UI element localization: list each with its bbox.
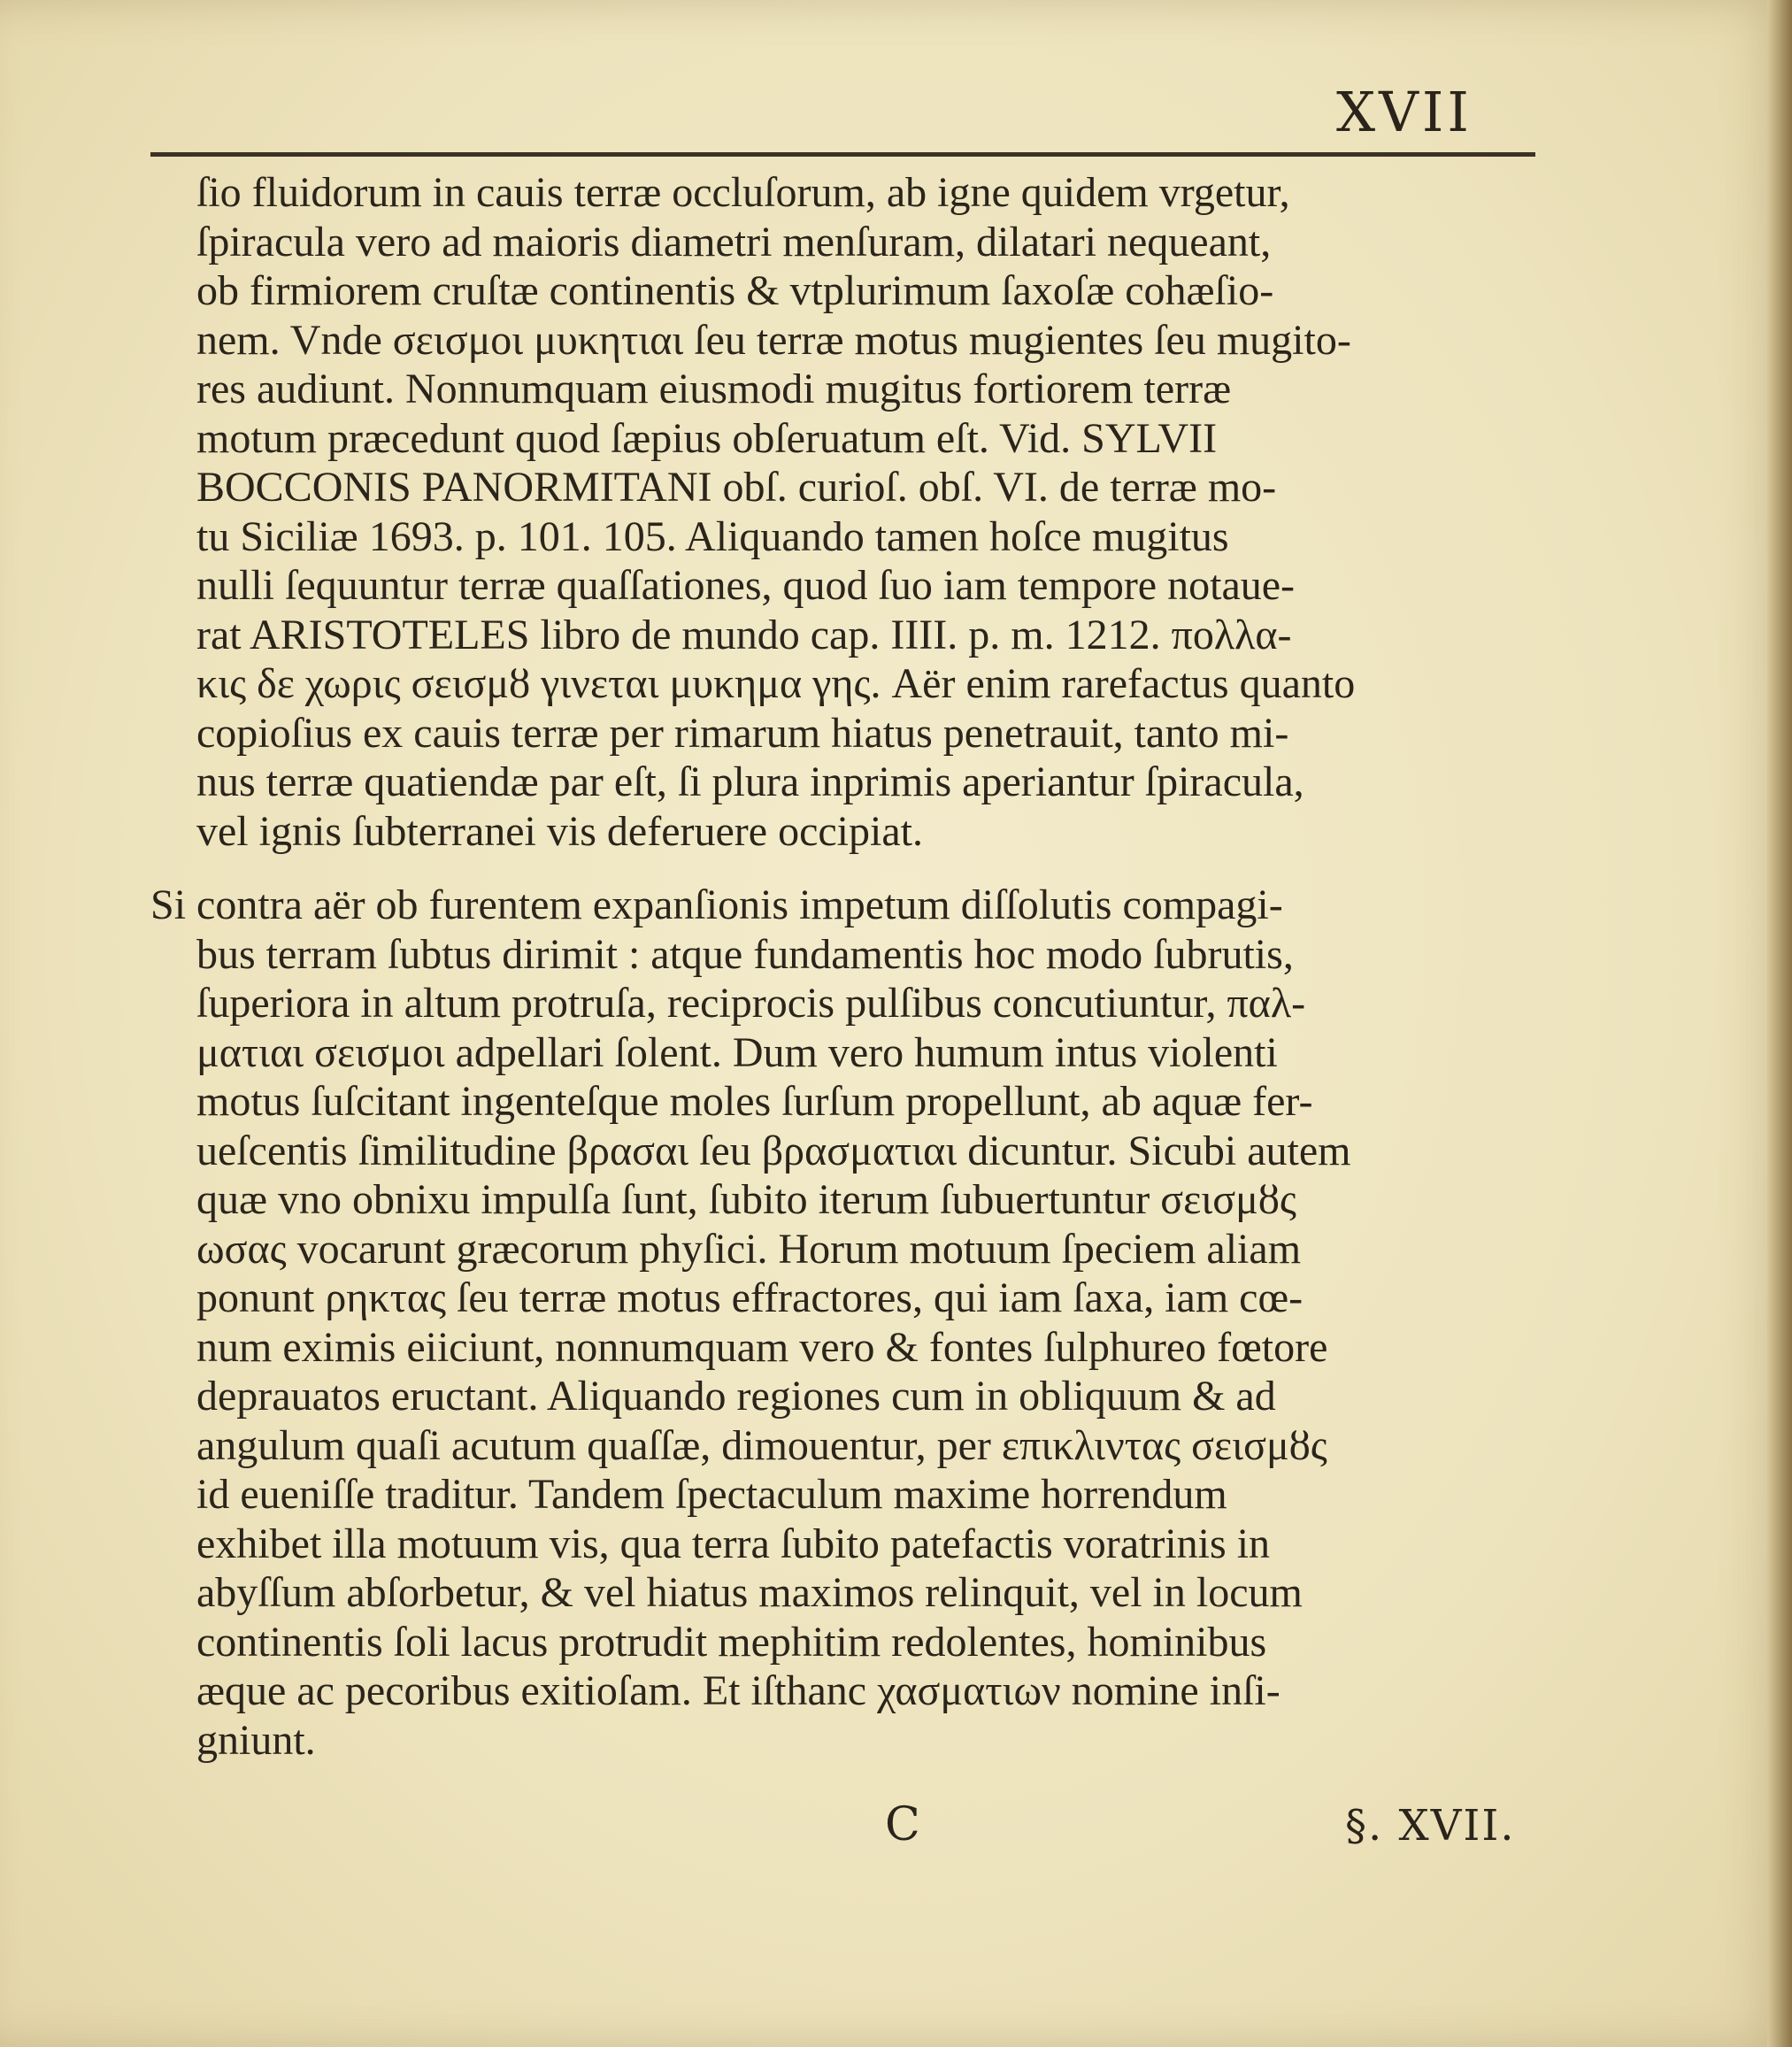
text-line: bus terram ſubtus dirimit : atque fundamentis hoc modo ſubrutis, [196, 930, 1294, 978]
text-line: res audiunt. Nonnumquam eiusmodi mugitus fortiorem terræ [196, 366, 1232, 412]
signature-mark: C [885, 1798, 920, 1851]
text-line: id eueniſſe traditur. Tandem ſpectaculum maxime horrendum [196, 1471, 1227, 1518]
text-line: ob firmiorem cruſtæ continentis & vtplurimum ſaxoſæ cohæſio- [196, 267, 1274, 314]
paragraph-2 [150, 881, 1542, 1765]
paragraph-1 [196, 168, 1542, 856]
text-line: Si contra aër ob furentem expanſionis impetum diſſolutis compagi- [150, 881, 1283, 928]
text-line: nulli ſequuntur terræ quaſſationes, quod ſuo iam tempore notaue- [196, 562, 1296, 609]
text-line: num eximis eiiciunt, nonnumquam vero & fontes ſulphureo fœtore [196, 1323, 1328, 1371]
text-line: vel ignis ſubterranei vis deferuere occipiat. [196, 807, 923, 855]
text-line: gniunt. [196, 1716, 316, 1764]
text-line: motus ſuſcitant ingenteſque moles ſurſum propellunt, ab aquæ fer- [196, 1078, 1313, 1125]
text-line: angulum quaſi acutum quaſſæ, dimouentur, per επικλιντας σεισμȣς [196, 1421, 1327, 1469]
text-line: κις δε χωρις σεισμȣ γινεται μυκημα γης. Aër enim rarefactus quanto [196, 660, 1356, 707]
catchword: §. XVII. [1345, 1801, 1516, 1851]
text-line: æque ac pecoribus exitioſam. Et iſthanc χασματιων nomine inſi- [196, 1667, 1281, 1714]
text-line: rat ARISTOTELES libro de mundo cap. IIII. p. m. 1212. πολλα- [196, 611, 1292, 658]
text-line: ueſcentis ſimilitudine βρασαι ſeu βρασματιαι dicuntur. Sicubi autem [196, 1127, 1351, 1174]
page-edge-shadow [1767, 0, 1792, 2047]
text-line: ſuperiora in altum protruſa, reciprocis pulſibus concutiuntur, παλ- [196, 980, 1306, 1027]
text-line: abyſſum abſorbetur, & vel hiatus maximos relinquit, vel in locum [196, 1569, 1303, 1616]
text-line: ωσας vocarunt græcorum phyſici. Horum motuum ſpeciem aliam [196, 1225, 1302, 1273]
text-line: deprauatos eructant. Aliquando regiones cum in obliquum & ad [196, 1373, 1276, 1420]
text-line: BOCCONIS PANORMITANI obſ. curioſ. obſ. VI. de terræ mo- [196, 464, 1277, 511]
text-line: quæ vno obnixu impulſa ſunt, ſubito iterum ſubuertuntur σεισμȣς [196, 1176, 1296, 1223]
text-line: exhibet illa motuum vis, qua terra ſubito patefactis voratrinis in [196, 1520, 1271, 1567]
text-line: ματιαι σεισμοι adpellari ſolent. Dum vero humum intus violenti [196, 1028, 1278, 1076]
text-line: ſpiracula vero ad maioris diametri menſuram, dilatari nequeant, [196, 218, 1272, 265]
text-line: ſio fluidorum in cauis terræ occluſorum, ab igne quidem vrgetur, [196, 169, 1290, 216]
text-line: tu Siciliæ 1693. p. 101. 105. Aliquando tamen hoſce mugitus [196, 512, 1229, 560]
text-line: continentis ſoli lacus protrudit mephitim redolentes, hominibus [196, 1618, 1267, 1666]
header-rule [150, 152, 1535, 157]
text-line: nus terræ quatiendæ par eſt, ſi plura inprimis aperiantur ſpiracula, [196, 758, 1304, 805]
text-line: nem. Vnde σεισμοι μυκητιαι ſeu terræ motus mugientes ſeu mugito- [196, 316, 1351, 364]
page-number: XVII [1336, 80, 1473, 144]
text-line: motum præcedunt quod ſæpius obſeruatum eſt. Vid. SYLVII [196, 414, 1218, 462]
text-line: ponunt ρηκτας ſeu terræ motus effractores, qui iam ſaxa, iam cœ- [196, 1274, 1304, 1321]
text-line: copioſius ex cauis terræ per rimarum hiatus penetrauit, tanto mi- [196, 709, 1289, 757]
